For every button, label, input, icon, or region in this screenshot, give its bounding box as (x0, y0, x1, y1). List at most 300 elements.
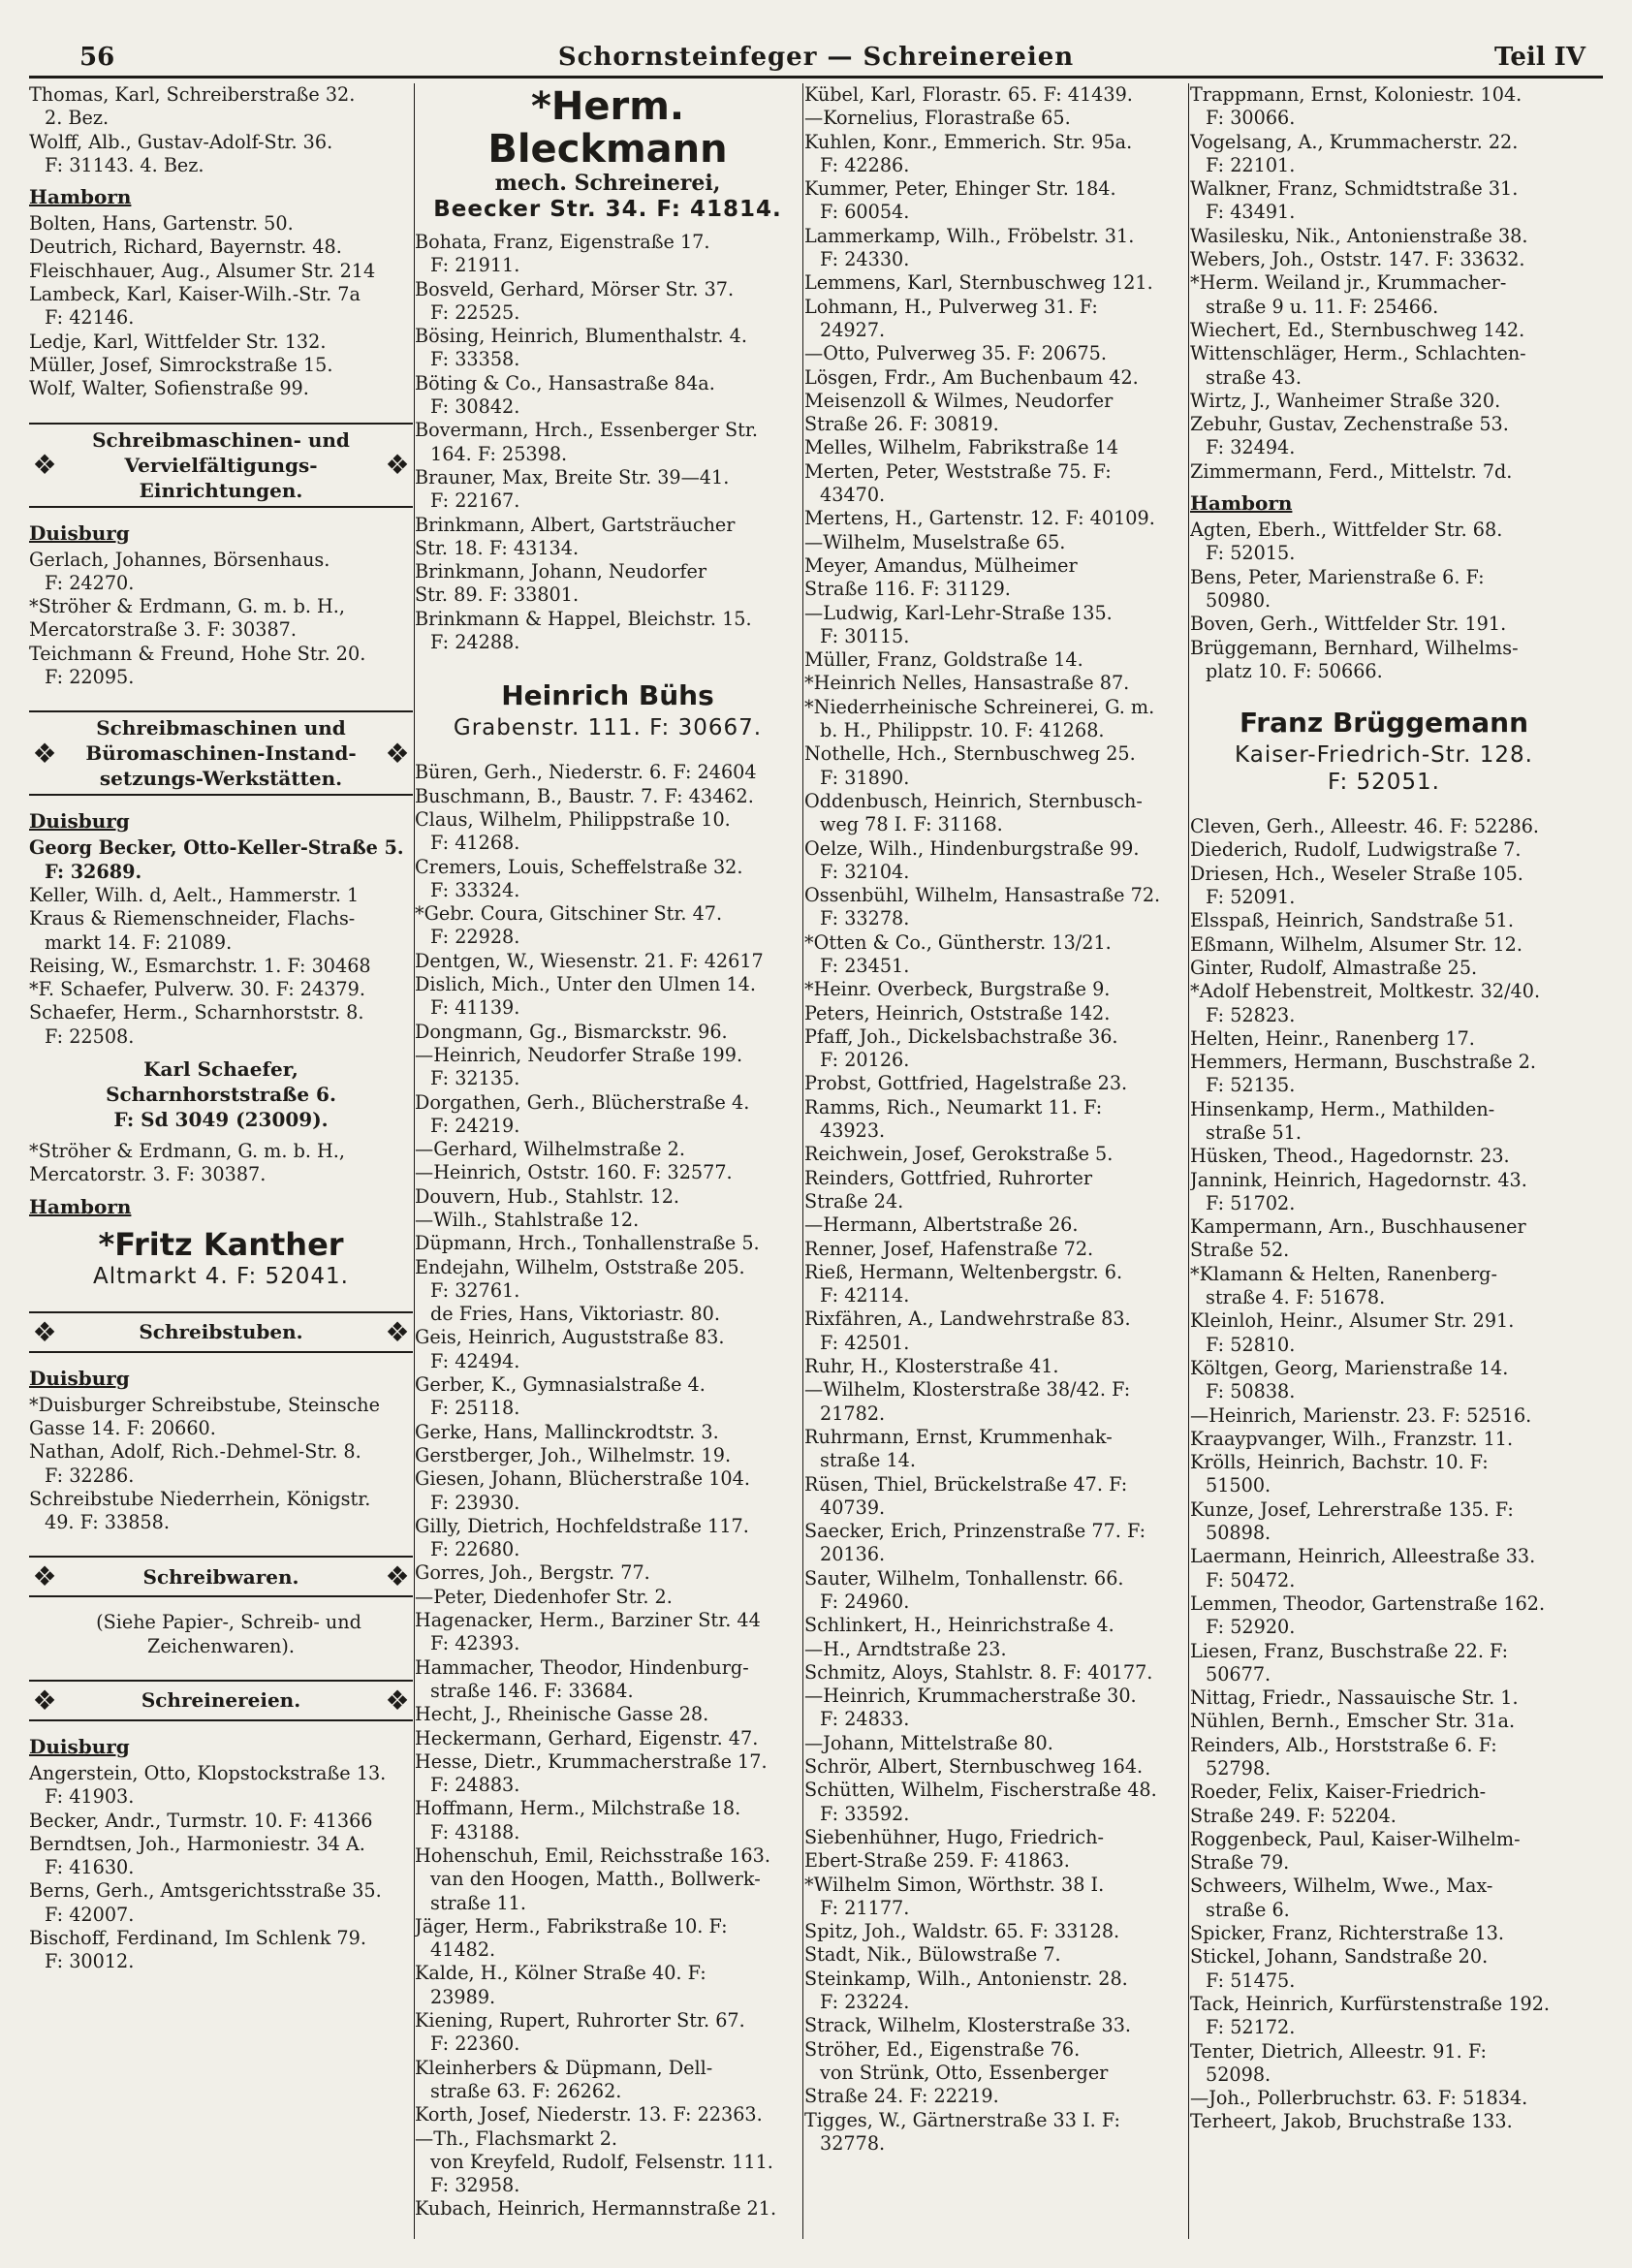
directory-entry: —Heinrich, Krummacherstraße 30. (804, 1685, 1137, 1708)
advert-kanther (29, 1226, 413, 1290)
directory-entry: *Heinr. Overbeck, Burgstraße 9. (804, 978, 1111, 1001)
directory-entry: Meyer, Amandus, Mülheimer (804, 553, 1078, 577)
directory-entry: F: 43491. (1206, 201, 1296, 224)
directory-entry: 32778. (820, 2131, 886, 2155)
directory-entry: F: 41139. (430, 996, 520, 1020)
directory-entry: Brinkmann & Happel, Bleichstr. 15. (415, 607, 752, 630)
directory-entry: *Wilhelm Simon, Wörthstr. 38 I. (804, 1873, 1105, 1896)
directory-entry: F: 32104. (820, 860, 910, 883)
directory-entry: F: 25118. (430, 1397, 520, 1420)
directory-entry: F: 23451. (820, 954, 910, 977)
category-banner (29, 423, 413, 508)
directory-entry: Boven, Gerh., Wittfelder Str. 191. (1190, 613, 1507, 636)
category-banner (29, 1680, 413, 1721)
directory-entry: Hammacher, Theodor, Hindenburg- (415, 1655, 749, 1679)
directory-entry: markt 14. F: 21089. (45, 930, 233, 954)
directory-entry: Straße 24. F: 22219. (804, 2085, 999, 2108)
directory-entry: Rixfähren, A., Landwehrstraße 83. (804, 1307, 1131, 1331)
directory-entry: Driesen, Hch., Weseler Straße 105. (1190, 862, 1523, 885)
directory-entry: *Ströher & Erdmann, G. m. b. H., (29, 595, 345, 618)
directory-entry: Gasse 14. F: 20660. (29, 1416, 216, 1439)
ornament-icon: ❖ (385, 737, 410, 770)
directory-entry: F: 52920. (1206, 1616, 1296, 1639)
directory-entry: F: 23224. (820, 1991, 910, 2014)
directory-entry: Cremers, Louis, Scheffelstraße 32. (415, 855, 743, 878)
entry-list (415, 231, 800, 654)
location-heading: Duisburg (29, 520, 130, 545)
directory-entry: F: 21911. (430, 254, 520, 277)
directory-entry: F: 42286. (820, 153, 910, 176)
directory-entry: F: 42393. (430, 1632, 520, 1655)
directory-entry: F: 32958. (430, 2174, 520, 2197)
directory-entry: F: 22101. (1206, 153, 1296, 176)
directory-entry: F: 42114. (820, 1284, 910, 1307)
directory-entry: Kalde, H., Kölner Straße 40. F: (415, 1962, 706, 1985)
directory-entry: Berns, Gerh., Amtsgerichtsstraße 35. (29, 1879, 382, 1903)
directory-entry: Schmitz, Aloys, Stahlstr. 8. F: 40177. (804, 1660, 1153, 1684)
entry-list (1190, 815, 1578, 2134)
directory-entry: F: 52015. (1206, 542, 1296, 565)
directory-entry: F: 32135. (430, 1067, 520, 1090)
directory-entry: *Adolf Hebenstreit, Moltkestr. 32/40. (1190, 980, 1541, 1003)
directory-entry: F: 43188. (430, 1820, 520, 1843)
part-label: Teil IV (1493, 43, 1585, 72)
directory-entry: Bovermann, Hrch., Essenberger Str. (415, 419, 759, 442)
directory-entry: Tack, Heinrich, Kurfürstenstraße 192. (1190, 1992, 1551, 2015)
directory-entry: Kummer, Peter, Ehinger Str. 184. (804, 177, 1116, 201)
directory-entry: Müller, Josef, Simrockstraße 15. (29, 353, 333, 376)
directory-entry: Wolf, Walter, Sofienstraße 99. (29, 377, 309, 400)
directory-entry: F: 21177. (820, 1896, 910, 1919)
advert-name: Heinrich Bühs (501, 679, 714, 712)
directory-entry: Stadt, Nik., Bülowstraße 7. (804, 1943, 1061, 1967)
directory-entry: F: 24960. (820, 1591, 910, 1613)
directory-entry: weg 78 I. F: 31168. (820, 813, 1003, 836)
advert-address: Beecker Str. 34. F: 41814. (433, 197, 782, 222)
directory-entry: Peters, Heinrich, Oststraße 142. (804, 1001, 1111, 1024)
directory-entry: Mertens, H., Gartenstr. 12. F: 40109. (804, 507, 1155, 530)
entry-list (1190, 519, 1578, 683)
directory-entry: 21782. (820, 1402, 886, 1425)
directory-entry: Bolten, Hans, Gartenstr. 50. (29, 212, 294, 236)
directory-entry: 41482. (430, 1938, 496, 1962)
directory-entry: 51500. (1206, 1474, 1271, 1497)
directory-entry: Teichmann & Freund, Hohe Str. 20. (29, 642, 366, 665)
directory-entry: F: 51475. (1206, 1969, 1296, 1992)
directory-entry: Spitz, Joh., Waldstr. 65. F: 33128. (804, 1920, 1120, 1943)
directory-entry: Strack, Wilhelm, Klosterstraße 33. (804, 2014, 1131, 2037)
ornament-icon: ❖ (32, 737, 57, 770)
directory-entry: Renner, Josef, Hafenstraße 72. (804, 1237, 1094, 1260)
directory-entry: Kubach, Heinrich, Hermannstraße 21. (415, 2197, 777, 2221)
directory-entry: F: 42146. (45, 306, 135, 330)
directory-entry: Straße 249. F: 52204. (1190, 1804, 1397, 1827)
directory-entry: Reichwein, Josef, Gerokstraße 5. (804, 1143, 1114, 1166)
directory-entry: —H., Arndtstraße 23. (804, 1637, 1007, 1660)
directory-entry: Ebert-Straße 259. F: 41863. (804, 1849, 1070, 1873)
advert-line: Scharnhorststraße 6. (106, 1083, 336, 1107)
category-title: Schreibstuben. (139, 1320, 303, 1344)
directory-entry: F: 24833. (820, 1708, 910, 1731)
directory-entry: Geis, Heinrich, Auguststraße 83. (415, 1326, 725, 1349)
directory-entry: Ströher, Ed., Eigenstraße 76. (804, 2037, 1081, 2061)
directory-entry: —Kornelius, Florastraße 65. (804, 107, 1071, 130)
directory-entry: F: 41630. (45, 1856, 135, 1879)
directory-entry: straße 4. F: 51678. (1206, 1286, 1386, 1309)
directory-entry: Endejahn, Wilhelm, Oststraße 205. (415, 1255, 745, 1278)
directory-entry: Hoffmann, Herm., Milchstraße 18. (415, 1797, 741, 1820)
directory-entry: F: 41903. (45, 1785, 135, 1809)
advert-line: F: Sd 3049 (23009). (113, 1108, 329, 1132)
advert-buehs (415, 677, 800, 741)
directory-entry: F: 22095. (45, 666, 135, 689)
directory-entry: Douvern, Hub., Stahlstr. 12. (415, 1184, 680, 1208)
directory-entry: Gerber, K., Gymnasialstraße 4. (415, 1373, 706, 1397)
directory-entry: Rüsen, Thiel, Brückelstraße 47. F: (804, 1472, 1128, 1496)
directory-entry: F: 20126. (820, 1049, 910, 1072)
directory-entry: Jäger, Herm., Fabrikstraße 10. F: (415, 1914, 728, 1937)
directory-entry: Liesen, Franz, Buschstraße 22. F: (1190, 1639, 1509, 1662)
directory-entry: Dongmann, Gg., Bismarckstr. 96. (415, 1020, 728, 1043)
directory-entry: Steinkamp, Wilh., Antonienstr. 28. (804, 1967, 1128, 1990)
directory-entry: 164. F: 25398. (430, 442, 568, 465)
page-number: 56 (79, 43, 115, 72)
directory-entry: 50980. (1206, 588, 1271, 612)
directory-entry: de Fries, Hans, Viktoriastr. 80. (430, 1303, 720, 1326)
entry-list (29, 1140, 413, 1187)
directory-entry: F: 24330. (820, 248, 910, 271)
directory-entry: Dorgathen, Gerh., Blücherstraße 4. (415, 1090, 750, 1114)
entry-list (29, 1762, 413, 1974)
directory-entry: —Wilhelm, Klosterstraße 38/42. F: (804, 1378, 1131, 1402)
directory-entry: Hemmers, Hermann, Buschstraße 2. (1190, 1051, 1537, 1074)
directory-entry: F: 50472. (1206, 1568, 1296, 1591)
see-note (29, 1611, 413, 1658)
directory-entry: F: 60054. (820, 201, 910, 224)
directory-entry: Düpmann, Hrch., Tonhallenstraße 5. (415, 1232, 760, 1255)
category-title: Schreibwaren. (142, 1564, 299, 1589)
directory-entry: Lohmann, H., Pulverweg 31. F: (804, 295, 1098, 318)
directory-entry: Lemmens, Karl, Sternbuschweg 121. (804, 271, 1153, 295)
directory-entry: F: 50838. (1206, 1380, 1296, 1403)
directory-entry: Cleven, Gerh., Alleestr. 46. F: 52286. (1190, 815, 1540, 838)
directory-entry: Trappmann, Ernst, Koloniestr. 104. (1190, 83, 1522, 106)
directory-entry: 2. Bez. (45, 107, 110, 130)
directory-entry: Reinders, Gottfried, Ruhrorter (804, 1166, 1092, 1189)
directory-entry: Straße 52. (1190, 1239, 1290, 1262)
directory-entry: Merten, Peter, Weststraße 75. F: (804, 459, 1112, 483)
directory-entry: straße 11. (430, 1891, 526, 1914)
entry-list (29, 884, 413, 1049)
directory-entry: —Wilh., Stahlstraße 12. (415, 1208, 640, 1231)
directory-entry: Nothelle, Hch., Sternbuschweg 25. (804, 742, 1136, 766)
category-title: Büromaschinen-Instand- (85, 741, 357, 766)
directory-entry: *Gebr. Coura, Gitschiner Str. 47. (415, 902, 723, 926)
directory-entry: —Wilhelm, Muselstraße 65. (804, 530, 1066, 553)
entry-list (1190, 83, 1578, 484)
directory-entry: Pfaff, Joh., Dickelsbachstraße 36. (804, 1024, 1118, 1048)
directory-entry: Dislich, Mich., Unter den Ulmen 14. (415, 973, 756, 996)
directory-entry: —Heinrich, Marienstr. 23. F: 52516. (1190, 1403, 1532, 1427)
directory-entry: Schreibstube Niederrhein, Königstr. (29, 1487, 371, 1510)
location-heading: Duisburg (29, 1734, 130, 1758)
directory-entry: (Siehe Papier-, Schreib- und (96, 1611, 361, 1634)
directory-entry: Bens, Peter, Marienstraße 6. F: (1190, 565, 1485, 588)
directory-entry: Roeder, Felix, Kaiser-Friedrich- (1190, 1780, 1487, 1804)
directory-entry: F: 30842. (430, 395, 520, 419)
advert-schaefer (29, 1056, 413, 1132)
advert-line: Karl Schaefer, (143, 1057, 298, 1082)
directory-entry: Zeichenwaren). (147, 1634, 295, 1657)
directory-entry: Gilly, Dietrich, Hochfeldstraße 117. (415, 1514, 749, 1537)
directory-entry: Lambeck, Karl, Kaiser-Wilh.-Str. 7a (29, 283, 361, 306)
directory-entry: 23989. (430, 1985, 496, 2008)
directory-entry: straße 63. F: 26262. (430, 2079, 622, 2102)
directory-entry: 24927. (820, 318, 886, 341)
directory-entry: Ramms, Rich., Neumarkt 11. F: (804, 1095, 1103, 1118)
directory-entry: Schweers, Wilhelm, Wwe., Max- (1190, 1874, 1493, 1898)
ornament-icon: ❖ (385, 1684, 410, 1717)
directory-entry: F: 30066. (1206, 107, 1296, 130)
directory-entry: F: 22680. (430, 1538, 520, 1561)
bold-entry: F: 32689. (45, 860, 142, 883)
directory-entry: Nittag, Friedr., Nassauische Str. 1. (1190, 1686, 1519, 1710)
page-header (29, 39, 1603, 79)
directory-entry: Ossenbühl, Wilhelm, Hansastraße 72. (804, 884, 1161, 907)
directory-entry: b. H., Philippstr. 10. F: 41268. (820, 719, 1105, 742)
directory-entry: Jannink, Heinrich, Hagedornstr. 43. (1190, 1168, 1527, 1191)
directory-entry: Webers, Joh., Oststr. 147. F: 33632. (1190, 248, 1525, 271)
directory-entry: Thomas, Karl, Schreiberstraße 32. (29, 83, 356, 106)
directory-entry: Wiechert, Ed., Sternbuschweg 142. (1190, 318, 1525, 341)
directory-entry: Melles, Wilhelm, Fabrikstraße 14 (804, 436, 1119, 459)
ornament-icon: ❖ (32, 1684, 57, 1717)
category-title: Einrichtungen. (139, 478, 303, 502)
directory-entry: Angerstein, Otto, Klopstockstraße 13. (29, 1761, 387, 1784)
ornament-icon: ❖ (385, 449, 410, 482)
directory-entry: Gerlach, Johannes, Börsenhaus. (29, 548, 330, 571)
directory-entry: 50898. (1206, 1522, 1271, 1545)
directory-entry: Bosveld, Gerhard, Mörser Str. 37. (415, 277, 735, 300)
directory-entry: Wasilesku, Nik., Antonienstraße 38. (1190, 224, 1528, 247)
advert-name: *Herm. Bleckmann (487, 84, 728, 172)
directory-entry: Reinders, Alb., Horststraße 6. F: (1190, 1733, 1497, 1756)
directory-entry: *F. Schaefer, Pulverw. 30. F: 24379. (29, 978, 365, 1001)
directory-entry: —Peter, Diedenhofer Str. 2. (415, 1585, 673, 1608)
directory-entry: Straße 79. (1190, 1851, 1290, 1874)
directory-entry: Giesen, Johann, Blücherstraße 104. (415, 1467, 750, 1491)
directory-entry: Roggenbeck, Paul, Kaiser-Wilhelm- (1190, 1827, 1521, 1850)
directory-entry: Berndtsen, Joh., Harmoniestr. 34 A. (29, 1832, 365, 1855)
directory-entry: Probst, Gottfried, Hagelstraße 23. (804, 1072, 1128, 1095)
directory-entry: F: 33278. (820, 907, 910, 930)
directory-entry: straße 6. (1206, 1898, 1290, 1921)
directory-entry: —Heinrich, Neudorfer Straße 199. (415, 1043, 743, 1066)
directory-entry: F: 32286. (45, 1464, 135, 1487)
category-title: Schreibmaschinen- und (92, 427, 350, 452)
directory-entry: Fleischhauer, Aug., Alsumer Str. 214 (29, 259, 376, 282)
directory-entry: Kunze, Josef, Lehrerstraße 135. F: (1190, 1497, 1514, 1521)
directory-entry: 50677. (1206, 1662, 1271, 1685)
directory-entry: Deutrich, Richard, Bayernstr. 48. (29, 236, 342, 259)
directory-entry: —Johann, Mittelstraße 80. (804, 1731, 1053, 1754)
directory-entry: Nühlen, Bernh., Emscher Str. 31a. (1190, 1710, 1516, 1733)
directory-entry: Terheert, Jakob, Bruchstraße 133. (1190, 2110, 1513, 2133)
directory-entry: Kübel, Karl, Florastr. 65. F: 41439. (804, 83, 1133, 106)
directory-entry: F: 42007. (45, 1903, 135, 1926)
directory-entry: Tigges, W., Gärtnerstraße 33 I. F: (804, 2108, 1120, 2131)
directory-entry: Kleinherbers & Düpmann, Dell- (415, 2056, 713, 2079)
directory-entry: Büren, Gerh., Niederstr. 6. F: 24604 (415, 761, 757, 784)
directory-entry: Reising, W., Esmarchstr. 1. F: 30468 (29, 954, 371, 977)
directory-entry: F: 22508. (45, 1024, 135, 1048)
directory-entry: Elsspaß, Heinrich, Sandstraße 51. (1190, 909, 1514, 932)
entry-list (29, 83, 413, 177)
directory-entry: Kiening, Rupert, Ruhrorter Str. 67. (415, 2009, 745, 2032)
directory-entry: Brinkmann, Johann, Neudorfer (415, 560, 707, 583)
column-3 (804, 83, 1190, 2239)
directory-entry: Wittenschläger, Herm., Schlachten- (1190, 342, 1526, 365)
directory-entry: Költgen, Georg, Marienstraße 14. (1190, 1356, 1509, 1379)
location-heading: Hamborn (29, 185, 132, 209)
directory-entry: —Hermann, Albertstraße 26. (804, 1213, 1079, 1237)
entry-list (29, 1394, 413, 1535)
directory-entry: F: 30012. (45, 1950, 135, 1973)
directory-entry: straße 51. (1206, 1120, 1302, 1144)
directory-entry: Gorres, Joh., Bergstr. 77. (415, 1561, 650, 1585)
category-title: setzungs-Werkstätten. (99, 767, 343, 791)
category-title: Schreibmaschinen und (96, 716, 346, 740)
directory-entry: Straße 116. F: 31129. (804, 578, 1011, 601)
column-4 (1190, 83, 1578, 2239)
directory-entry: Kleinloh, Heinr., Alsumer Str. 291. (1190, 1309, 1515, 1333)
ornament-icon: ❖ (32, 1315, 57, 1348)
entry-list (804, 83, 1190, 2156)
directory-entry: F: 31890. (820, 766, 910, 789)
entry-list (415, 761, 800, 2221)
directory-entry: Hinsenkamp, Herm., Mathilden- (1190, 1097, 1495, 1120)
directory-entry: 52798. (1206, 1757, 1271, 1780)
directory-entry: —Joh., Pollerbruchstr. 63. F: 51834. (1190, 2087, 1528, 2110)
directory-entry: F: 32761. (430, 1278, 520, 1302)
directory-entry: F: 32494. (1206, 436, 1296, 459)
directory-entry: Hagenacker, Herm., Barziner Str. 44 (415, 1609, 761, 1632)
directory-entry: F: 24270. (45, 571, 135, 594)
directory-entry: Agten, Eberh., Wittfelder Str. 68. (1190, 519, 1503, 542)
directory-entry: —Ludwig, Karl-Lehr-Straße 135. (804, 601, 1113, 624)
directory-entry: 20136. (820, 1543, 886, 1566)
directory-entry: von Kreyfeld, Rudolf, Felsenstr. 111. (430, 2150, 773, 2173)
directory-entry: Ginter, Rudolf, Almastraße 25. (1190, 956, 1478, 979)
directory-entry: Mercatorstraße 3. F: 30387. (29, 618, 297, 642)
directory-entry: F: 52172. (1206, 2016, 1296, 2039)
directory-entry: Brinkmann, Albert, Gartsträucher (415, 513, 736, 536)
directory-entry: Walkner, Franz, Schmidtstraße 31. (1190, 177, 1519, 201)
directory-entry: Vogelsang, A., Krummacherstr. 22. (1190, 130, 1519, 153)
directory-entry: Meisenzoll & Wilmes, Neudorfer (804, 389, 1114, 412)
category-banner (29, 710, 413, 796)
directory-entry: *Klamann & Helten, Ranenberg- (1190, 1262, 1497, 1285)
directory-entry: Eßmann, Wilhelm, Alsumer Str. 12. (1190, 932, 1522, 956)
directory-entry: F: 24288. (430, 631, 520, 654)
directory-entry: F: 42501. (820, 1331, 910, 1354)
category-banner (29, 1311, 413, 1353)
directory-entry: F: 42494. (430, 1349, 520, 1372)
directory-entry: F: 52823. (1206, 1003, 1296, 1026)
directory-entry: straße 43. (1206, 365, 1302, 389)
directory-entry: *Ströher & Erdmann, G. m. b. H., (29, 1140, 345, 1163)
advert-address: Kaiser-Friedrich-Str. 128. (1235, 742, 1533, 769)
directory-entry: —Otto, Pulverweg 35. F: 20675. (804, 342, 1107, 365)
directory-entry: Hohenschuh, Emil, Reichsstraße 163. (415, 1844, 770, 1867)
advert-name: Franz Brüggemann (1239, 707, 1529, 740)
directory-entry: Bohata, Franz, Eigenstraße 17. (415, 231, 710, 253)
directory-entry: Bösing, Heinrich, Blumenthalstr. 4. (415, 325, 747, 348)
directory-entry: Saecker, Erich, Prinzenstraße 77. F: (804, 1520, 1146, 1543)
directory-entry: Lammerkamp, Wilh., Fröbelstr. 31. (804, 224, 1135, 247)
directory-entry: Kuhlen, Konr., Emmerich. Str. 95a. (804, 130, 1133, 153)
directory-entry: *Heinrich Nelles, Hansastraße 87. (804, 672, 1130, 695)
directory-entry: 43923. (820, 1119, 886, 1143)
directory-entry: Hecht, J., Rheinische Gasse 28. (415, 1703, 709, 1726)
directory-entry: Kampermann, Arn., Buschhausener (1190, 1215, 1526, 1239)
directory-entry: 49. F: 33858. (45, 1511, 170, 1534)
directory-entry: Straße 24. (804, 1189, 904, 1213)
directory-entry: Buschmann, B., Baustr. 7. F: 43462. (415, 784, 754, 807)
directory-entry: Krölls, Heinrich, Bachstr. 10. F: (1190, 1451, 1489, 1474)
advert-brueggemann (1190, 705, 1578, 796)
directory-entry: *Niederrheinische Schreinerei, G. m. (804, 695, 1155, 718)
directory-entry: Gerke, Hans, Mallinckrodtstr. 3. (415, 1420, 719, 1443)
directory-entry: F: 33358. (430, 348, 520, 371)
directory-entry: Gerstberger, Joh., Wilhelmstr. 19. (415, 1443, 732, 1466)
directory-entry: Ruhr, H., Klosterstraße 41. (804, 1355, 1059, 1378)
directory-entry: F: 33324. (430, 878, 520, 901)
directory-entry: Zimmermann, Ferd., Mittelstr. 7d. (1190, 459, 1513, 483)
directory-entry: Spicker, Franz, Richterstraße 13. (1190, 1922, 1505, 1945)
directory-entry: Str. 18. F: 43134. (415, 536, 580, 559)
directory-entry: Hüsken, Theod., Hagedornstr. 23. (1190, 1145, 1510, 1168)
directory-entry: F: 41268. (430, 832, 520, 855)
directory-entry: F: 22167. (430, 489, 520, 513)
directory-entry: Rieß, Hermann, Weltenbergstr. 6. (804, 1260, 1123, 1283)
directory-entry: —Th., Flachsmarkt 2. (415, 2126, 618, 2150)
ornament-icon: ❖ (32, 1560, 57, 1593)
directory-entry: Helten, Heinr., Ranenberg 17. (1190, 1026, 1475, 1050)
directory-entry: 40739. (820, 1496, 886, 1519)
directory-entry: Lemmen, Theodor, Gartenstraße 162. (1190, 1591, 1546, 1615)
directory-entry: F: 30115. (820, 624, 910, 647)
directory-entry: Zebuhr, Gustav, Zechenstraße 53. (1190, 413, 1509, 436)
directory-entry: Siebenhühner, Hugo, Friedrich- (804, 1825, 1104, 1848)
ornament-icon: ❖ (385, 1560, 410, 1593)
directory-entry: Wolff, Alb., Gustav-Adolf-Str. 36. (29, 130, 333, 153)
directory-entry: Schaefer, Herm., Scharnhorststr. 8. (29, 1001, 364, 1024)
directory-entry: F: 22360. (430, 2032, 520, 2056)
directory-entry: Bischoff, Ferdinand, Im Schlenk 79. (29, 1927, 366, 1950)
directory-entry: Oddenbusch, Heinrich, Sternbusch- (804, 789, 1143, 812)
directory-entry: *Duisburger Schreibstube, Steinsche (29, 1393, 380, 1416)
directory-entry: Schlinkert, H., Heinrichstraße 4. (804, 1614, 1114, 1637)
directory-entry: F: 52135. (1206, 1074, 1296, 1097)
directory-entry: Böting & Co., Hansastraße 84a. (415, 371, 715, 394)
directory-entry: Straße 26. F: 30819. (804, 413, 999, 436)
directory-entry: Schrör, Albert, Sternbuschweg 164. (804, 1755, 1144, 1779)
ornament-icon: ❖ (32, 449, 57, 482)
directory-entry: Heckermann, Gerhard, Eigenstr. 47. (415, 1726, 759, 1749)
advert-subtitle: mech. Schreinerei, (494, 171, 721, 196)
advert-address: F: 52051. (1328, 770, 1440, 796)
